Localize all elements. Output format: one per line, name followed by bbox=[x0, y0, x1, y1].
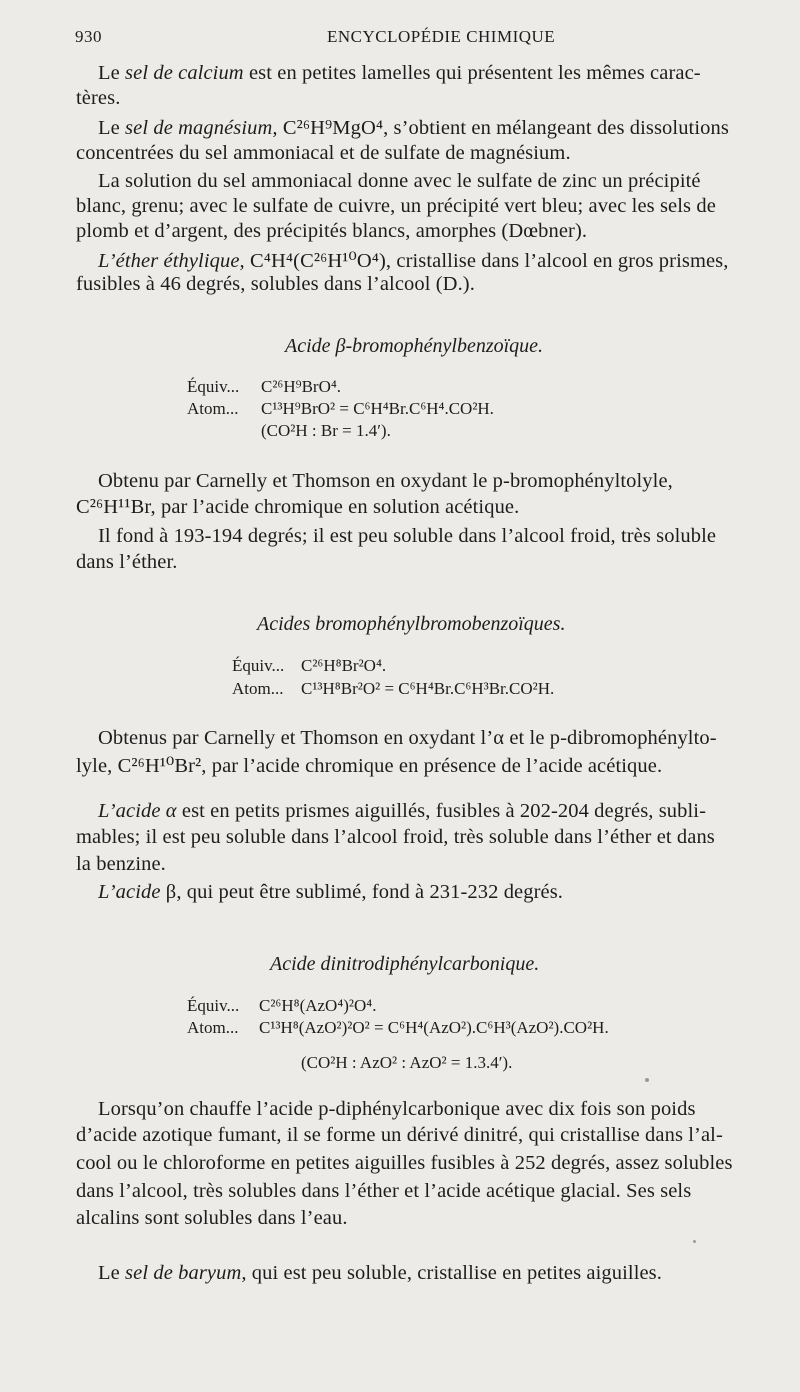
equiv-formula: C²⁶H⁸(AzO⁴)²O⁴. bbox=[259, 996, 377, 1015]
atom-label: Atom... bbox=[232, 679, 284, 698]
paragraph-line: mables; il est peu soluble dans l’alcool froid, très soluble dans l’éther et dans bbox=[76, 826, 715, 848]
print-speck bbox=[693, 1240, 696, 1243]
paragraph-line: Lorsqu’on chauffe l’acide p-diphénylcarbonique avec dix fois son poids bbox=[98, 1098, 696, 1120]
paragraph-line: dans l’alcool, très solubles dans l’éther et l’acide acétique glacial. Ses sels bbox=[76, 1180, 692, 1202]
running-title: ENCYCLOPÉDIE CHIMIQUE bbox=[327, 27, 556, 46]
equiv-label: Équiv... bbox=[187, 377, 240, 396]
atom-label: Atom... bbox=[187, 399, 239, 418]
atom-label: Atom... bbox=[187, 1018, 239, 1037]
paragraph-line: lyle, C²⁶H¹⁰Br², par l’acide chromique en présence de l’acide acétique. bbox=[76, 755, 663, 777]
equiv-label: Équiv... bbox=[187, 996, 240, 1015]
paragraph-line: Obtenus par Carnelly et Thomson en oxydant l’α et le p-dibromophénylto- bbox=[98, 727, 717, 749]
paragraph-line: fusibles à 46 degrés, solubles dans l’alcool (D.). bbox=[76, 273, 475, 295]
paragraph-line: concentrées du sel ammoniacal et de sulfate de magnésium. bbox=[76, 142, 571, 164]
compound-name: sel de magnésium, bbox=[125, 117, 278, 139]
paragraph-line: alcalins sont solubles dans l’eau. bbox=[76, 1207, 348, 1229]
compound-name: L’acide bbox=[98, 881, 161, 903]
paragraph-line: L’acide α est en petits prismes aiguillés, fusibles à 202-204 degrés, subli- bbox=[98, 800, 707, 822]
paragraph-line: L’éther éthylique, C⁴H⁴(C²⁶H¹⁰O⁴), cristallise dans l’alcool en gros prismes, bbox=[98, 250, 729, 272]
equiv-formula: C²⁶H⁸Br²O⁴. bbox=[301, 656, 387, 675]
section-heading: Acides bromophénylbromobenzoïques. bbox=[257, 613, 566, 635]
paragraph-line: Le sel de baryum, qui est peu soluble, cristallise en petites aiguilles. bbox=[98, 1262, 662, 1284]
atom-formula: C¹³H⁸(AzO²)²O² = C⁶H⁴(AzO²).C⁶H³(AzO²).CO²H. bbox=[259, 1018, 609, 1037]
paragraph-line: Il fond à 193-194 degrés; il est peu soluble dans l’alcool froid, très soluble bbox=[98, 525, 717, 547]
paragraph-line: C²⁶H¹¹Br, par l’acide chromique en solution acétique. bbox=[76, 496, 520, 518]
page-number: 930 bbox=[75, 27, 102, 46]
compound-name: sel de baryum, bbox=[125, 1262, 247, 1284]
position-formula: (CO²H : AzO² : AzO² = 1.3.4′). bbox=[301, 1053, 513, 1072]
paragraph-line: Le sel de magnésium, C²⁶H⁹MgO⁴, s’obtient en mélangeant des dissolutions bbox=[98, 117, 729, 139]
paragraph-line: dans l’éther. bbox=[76, 551, 178, 573]
equiv-label: Équiv... bbox=[232, 656, 285, 675]
paragraph-line: la benzine. bbox=[76, 853, 166, 875]
paragraph-line: Obtenu par Carnelly et Thomson en oxydant le p-bromophényltolyle, bbox=[98, 470, 673, 492]
paragraph-line: blanc, grenu; avec le sulfate de cuivre, un précipité vert bleu; avec les sels de bbox=[76, 195, 716, 217]
paragraph-line: La solution du sel ammoniacal donne avec le sulfate de zinc un précipité bbox=[98, 170, 701, 192]
atom-formula: C¹³H⁹BrO² = C⁶H⁴Br.C⁶H⁴.CO²H. bbox=[261, 399, 494, 418]
paragraph-line: d’acide azotique fumant, il se forme un dérivé dinitré, qui cristallise dans l’al- bbox=[76, 1124, 723, 1146]
section-heading: Acide β-bromophénylbenzoïque. bbox=[285, 335, 544, 357]
paragraph-line: plomb et d’argent, des précipités blancs, amorphes (Dœbner). bbox=[76, 220, 588, 242]
paragraph-line: Le sel de calcium est en petites lamelles qui présentent les mêmes carac- bbox=[98, 62, 701, 84]
compound-name: sel de calcium bbox=[125, 62, 244, 84]
compound-name: L’éther éthylique, bbox=[98, 250, 245, 272]
atom-formula: C¹³H⁸Br²O² = C⁶H⁴Br.C⁶H³Br.CO²H. bbox=[301, 679, 555, 698]
compound-name: L’acide α bbox=[98, 800, 177, 822]
equiv-formula: C²⁶H⁹BrO⁴. bbox=[261, 377, 342, 396]
paragraph-line: tères. bbox=[76, 87, 121, 109]
paragraph-line: cool ou le chloroforme en petites aiguilles fusibles à 252 degrés, assez solubles bbox=[76, 1152, 733, 1174]
paragraph-line: L’acide β, qui peut être sublimé, fond à 231-232 degrés. bbox=[98, 881, 564, 903]
section-heading: Acide dinitrodiphénylcarbonique. bbox=[270, 953, 540, 975]
position-formula: (CO²H : Br = 1.4′). bbox=[261, 421, 391, 440]
print-speck bbox=[645, 1078, 649, 1082]
